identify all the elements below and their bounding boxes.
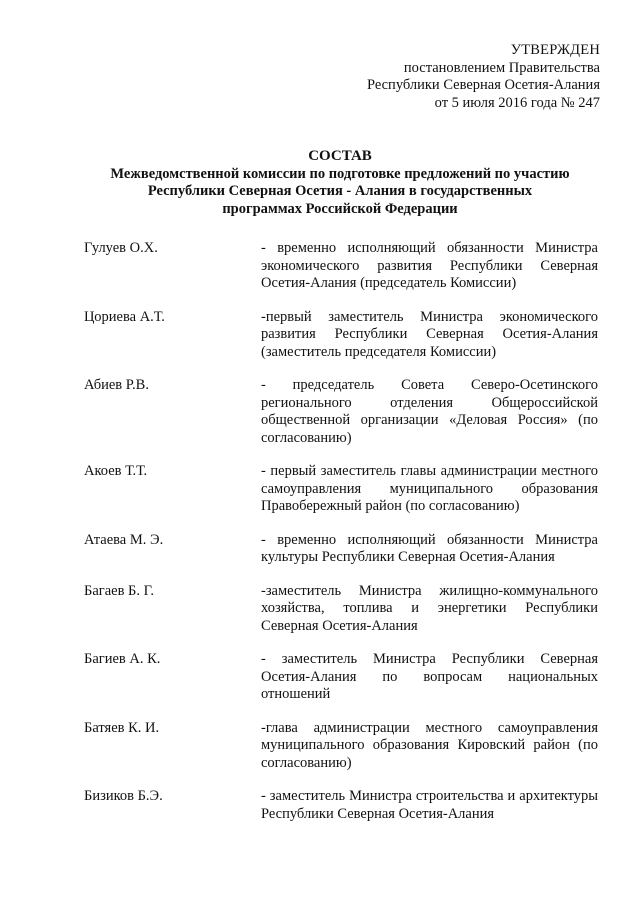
member-role: - председатель Совета Северо-Осетинского регионального отделения Общероссийской общественной организации «Деловая Россия» (по согласованию) [261,377,598,446]
member-row [84,463,598,516]
member-name: Батяев К. И. [84,719,160,736]
member-row [84,240,598,293]
member-row [84,788,598,823]
member-name: Багиев А. К. [84,651,161,667]
member-role: -заместитель Министра жилищно-коммунального хозяйства, топлива и энергетики Республики Северная Осетия-Алания [261,582,598,634]
approval-line-3: от 5 июля 2016 года № 247 [434,94,600,111]
member-row [84,532,598,567]
member-name: Акоев Т.Т. [84,463,148,479]
member-role: - временно исполняющий обязанности Министра культуры Республики Северная Осетия-Алания [261,531,598,565]
member-name: Цориева А.Т. [84,308,165,325]
member-name: Гулуев О.Х. [84,240,158,256]
members-list [84,240,598,839]
heading-line-1: Межведомственной комиссии по подготовке предложений по участию [110,165,570,182]
member-row [84,651,598,704]
member-name: Атаева М. Э. [84,531,164,548]
approval-line-2: Республики Северная Осетия-Алания [366,77,600,93]
member-name: Багаев Б. Г. [84,582,155,599]
heading-line-2: Республики Северная Осетия - Алания в государственных [147,183,533,199]
approval-line-1: постановлением Правительства [403,59,600,76]
member-row [84,309,598,362]
document-title: СОСТАВ [308,148,372,164]
member-role: - первый заместитель главы администрации местного самоуправления муниципального образования Правобережный район (по согласованию) [261,463,598,514]
approval-stamp: УТВЕРЖДЕН [510,42,600,58]
member-role: -глава администрации местного самоуправления муниципального образования Кировский район (по согласованию) [261,719,598,771]
member-name: Бизиков Б.Э. [84,788,163,804]
document-heading [60,148,620,218]
approval-block [367,42,600,112]
member-row [84,377,598,447]
member-row [84,720,598,773]
member-role: - заместитель Министра Республики Северная Осетия-Алания по вопросам национальных отношений [261,651,598,702]
member-role: - временно исполняющий обязанности Министра экономического развития Республики Северная Осетия-Алания (председатель Комиссии) [261,240,598,291]
member-role: -первый заместитель Министра экономического развития Республики Северная Осетия-Алания (заместитель председателя Комиссии) [261,308,598,360]
member-row [84,583,598,636]
member-role: - заместитель Министра строительства и архитектуры Республики Северная Осетия-Алания [261,788,598,822]
member-name: Абиев Р.В. [84,377,149,393]
heading-line-3: программах Российской Федерации [222,200,458,217]
